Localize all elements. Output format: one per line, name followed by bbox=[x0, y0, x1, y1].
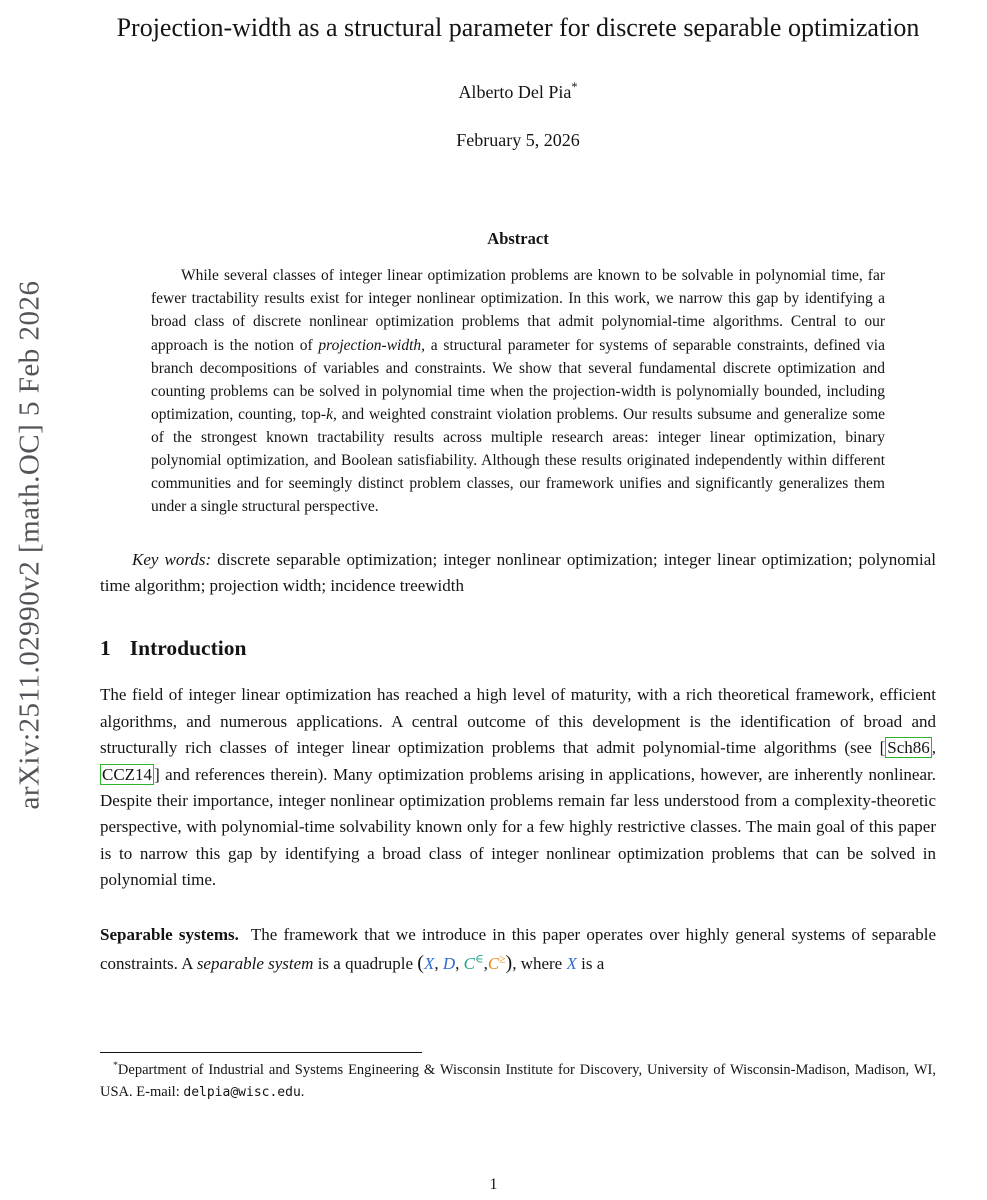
separable-text-4: is a bbox=[576, 954, 605, 974]
math-var-c-in bbox=[464, 954, 484, 973]
footnote-period: . bbox=[300, 1083, 305, 1100]
abstract-text-3: , and weighted constraint violation problems. Our results subsume and generalize some of the strongest known tractability results across multiple research areas: integer linear optimization, binary polynomial optimization, and Boolean satisfiability. Although these results originated independently within different communities and for seemingly distinct problem classes, our framework unifies and significantly generalizes them under a single structural perspective. bbox=[151, 405, 886, 516]
intro-text-1: The field of integer linear optimization has reached a high level of maturity, with a rich theoretical framework, efficient algorithms, and numerous applications. A central outcome of this development is the identification of broad and structurally rich classes of integer linear optimization problems that admit polynomial-time algorithms (see [ bbox=[100, 685, 936, 758]
author-name: Alberto Del Pia bbox=[458, 82, 572, 103]
footnote-block bbox=[100, 1052, 936, 1104]
footnote-mark: * bbox=[113, 1060, 118, 1072]
abstract-emph-k: k bbox=[326, 405, 333, 423]
section-1-title: Introduction bbox=[129, 636, 247, 661]
math-comma-3: , bbox=[483, 954, 488, 974]
math-var-c-in-base: C bbox=[463, 954, 475, 974]
intro-paragraph-1 bbox=[100, 682, 936, 893]
citation-separator: , bbox=[931, 738, 936, 758]
separable-emph-separable-system: separable system bbox=[196, 954, 314, 974]
paper-title: Projection-width as a structural parameter for discrete separable optimization bbox=[116, 13, 920, 42]
arxiv-watermark: arXiv:2511.02990v2 [math.OC] 5 Feb 2026 bbox=[13, 280, 46, 810]
citation-link-ccz14[interactable]: CCZ14 bbox=[102, 764, 153, 784]
math-open-paren: ( bbox=[417, 952, 424, 975]
math-var-c-ge-base: C bbox=[487, 954, 500, 974]
section-1-number: 1 bbox=[100, 636, 111, 661]
separable-systems-paragraph bbox=[100, 922, 936, 980]
paper-date: February 5, 2026 bbox=[456, 130, 580, 151]
author-footnote-mark: * bbox=[571, 80, 578, 95]
math-var-x: X bbox=[423, 954, 435, 974]
math-var-c-ge-superscript: ≥ bbox=[499, 952, 506, 966]
keywords-label: Key words: bbox=[132, 550, 212, 570]
math-var-d: D bbox=[442, 954, 456, 974]
separable-text-1: The framework that we introduce in this paper operates over highly general systems of separable constraints. A bbox=[100, 924, 936, 974]
footnote-rule bbox=[100, 1052, 422, 1053]
math-close-paren: ) bbox=[505, 952, 513, 975]
paragraph-lead-separable-systems: Separable systems. bbox=[100, 924, 239, 944]
math-comma-1: , bbox=[434, 954, 443, 974]
intro-text-2: ] and references therein). Many optimization problems arising in applications, however, are inherently nonlinear. Despite their importance, integer nonlinear optimization problems remain far less understood from a complexity-theoretic perspective, with polynomial-time solvability known only for a few highly restrictive classes. The main goal of this paper is to narrow this gap by identifying a broad class of integer nonlinear optimization problems that can be solved in polynomial time. bbox=[100, 764, 936, 890]
separable-text-3: , where bbox=[512, 954, 567, 974]
footnote-email[interactable]: delpia@wisc.edu bbox=[183, 1084, 301, 1100]
math-comma-2: , bbox=[455, 954, 464, 974]
keywords-line bbox=[100, 547, 936, 598]
footnote-affiliation: Department of Industrial and Systems Engineering & Wisconsin Institute for Discovery, University of Wisconsin-Madison, Madison, WI, USA. E-mail: bbox=[100, 1062, 936, 1100]
math-var-x-2: X bbox=[566, 954, 577, 974]
footnote-text bbox=[100, 1060, 936, 1104]
separable-text-2: is a quadruple bbox=[313, 954, 418, 974]
keywords-text: discrete separable optimization; integer nonlinear optimization; integer linear optimization; polynomial time algorithm; projection width; incidence treewidth bbox=[100, 550, 937, 595]
page-number: 1 bbox=[489, 1176, 498, 1193]
math-var-c-in-superscript: ∈ bbox=[475, 952, 484, 966]
abstract-emph-projection-width: projection-width, bbox=[318, 336, 426, 354]
abstract-text-1: While several classes of integer linear optimization problems are known to be solvable in polynomial time, far fewer tractability results exist for integer nonlinear optimization. In this work, we narrow this gap by identifying a broad class of discrete nonlinear optimization problems that admit polynomial-time algorithms. Central to our approach is the notion of bbox=[151, 267, 885, 354]
paper-page bbox=[100, 0, 936, 979]
abstract-text-2: a structural parameter for systems of separable constraints, defined via branch decompositions of variables and constraints. We show that several fundamental discrete optimization and counting problems can be solved in polynomial time when the projection-width is polynomially bounded, including optimization, counting, top- bbox=[151, 336, 885, 423]
citation-link-sch86[interactable]: Sch86 bbox=[887, 738, 930, 758]
abstract-heading: Abstract bbox=[487, 229, 549, 249]
author-line bbox=[100, 82, 936, 103]
abstract-body bbox=[151, 264, 885, 518]
section-1-heading bbox=[100, 636, 936, 661]
math-var-c-ge bbox=[488, 954, 506, 973]
